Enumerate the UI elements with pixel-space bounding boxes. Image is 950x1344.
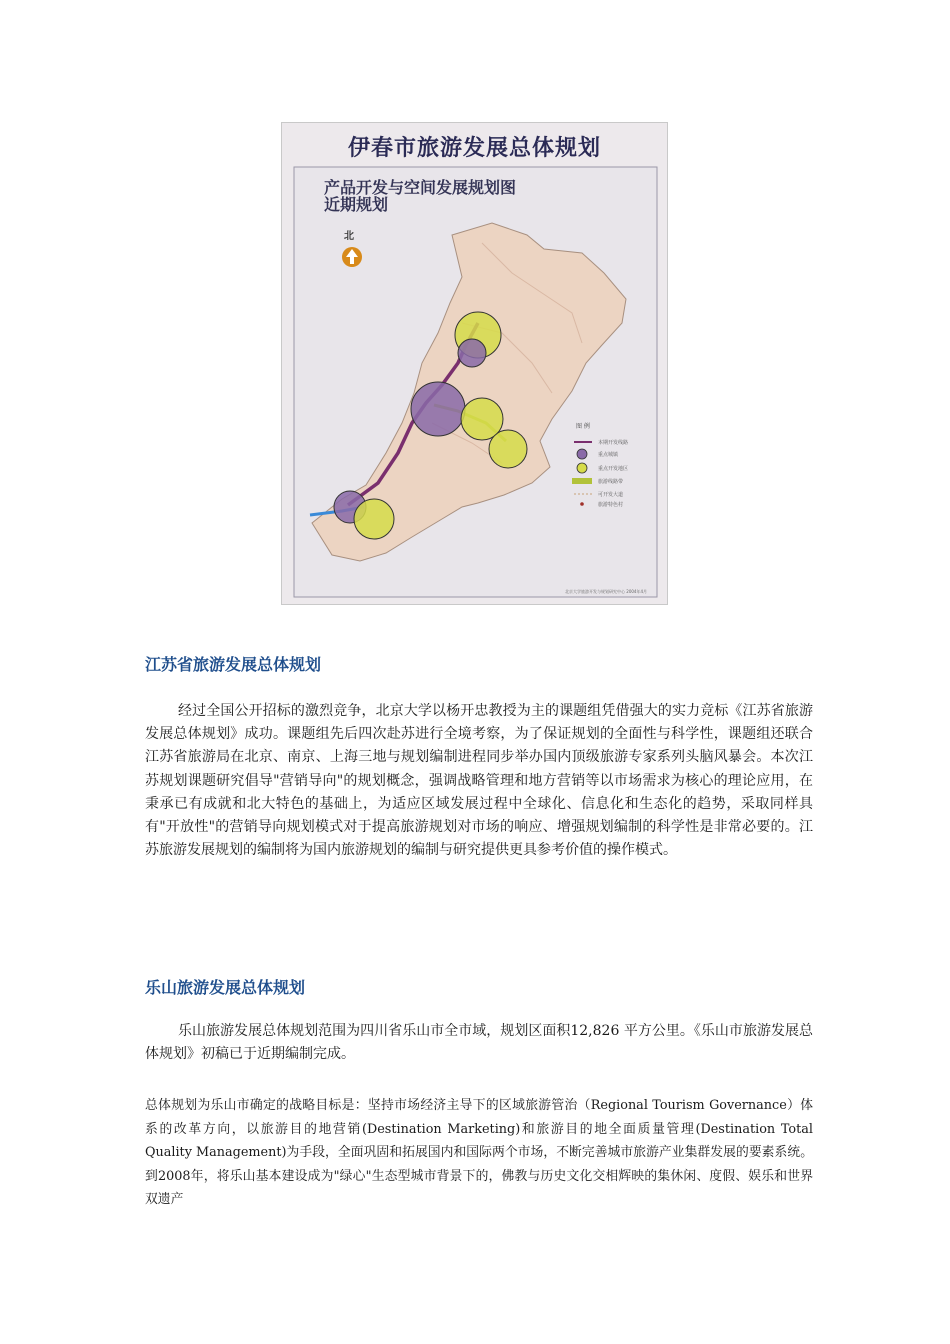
north-label: 北 (344, 231, 354, 242)
paragraph-leshan-strategy: 总体规划为乐山市确定的战略目标是：坚持市场经济主导下的区域旅游管治（Regional Tourism Governance）体系的改革方向，以旅游目的地营销(Destination Marketing)和旅游目的地全面质量管理(Destination Total Quality Management)为手段，全面巩固和拓展国内和国际两个市场，不断完善城市旅游产业集群发展的要素系统。到2008年，将乐山基本建设成为"绿心"生态型城市背景下的，佛教与历史文化交相辉映的集休闲、度假、娱乐和世界双遗产 (145, 1098, 813, 1208)
legend-item: 重点城镇 (598, 452, 619, 458)
node-circle (458, 339, 486, 367)
node-circle (411, 382, 465, 436)
map-subtitle (324, 179, 516, 213)
paragraph-jiangsu: 经过全国公开招标的激烈竞争，北京大学以杨开忠教授为主的课题组凭借强大的实力竞标《江苏省旅游发展总体规划》成功。课题组先后四次赴苏进行全境考察，为了保证规划的全面性与科学性，课题组还联合江苏省旅游局在北京、南京、上海三地与规划编制进程同步举办国内顶级旅游专家系列头脑风暴会。本次江苏规划课题研究倡导"营销导向"的规划概念，强调战略管理和地方营销等以市场需求为核心的理论应用，在秉承已有成就和北大特色的基础上，为适应区域发展过程中全球化、信息化和生态化的趋势，采取同样具有"开放性"的营销导向规划模式对于提高旅游规划对市场的响应、增强规划编制的科学性是非常必要的。江苏旅游发展规划的编制将为国内旅游规划的编制与研究提供更具参考价值的操作模式。 (145, 703, 813, 859)
map-image (281, 122, 668, 605)
map-credit: 北京大学旅游开发与规划研究中心 2004年4月 (565, 589, 647, 594)
legend-item: 旅游线路带 (598, 479, 624, 485)
section-heading-jiangsu: 江苏省旅游发展总体规划 (145, 655, 322, 674)
zone-circle (354, 499, 394, 539)
map-title: 伊春市旅游发展总体规划 (347, 136, 601, 161)
legend-item: 可开发大道 (598, 492, 624, 498)
paragraph-leshan-intro: 乐山旅游发展总体规划范围为四川省乐山市全市域，规划区面积12,826 平方公里。《乐山市旅游发展总体规划》初稿已于近期编制完成。 (145, 1023, 813, 1063)
section-heading-leshan: 乐山旅游发展总体规划 (145, 978, 306, 997)
zone-circle (489, 430, 527, 468)
map-subtitle-line1: 产品开发与空间发展规划图 (324, 178, 517, 197)
legend-item: 本期开发线路 (598, 440, 629, 446)
legend-item: 重点开发地区 (598, 466, 629, 472)
map-subtitle-line2: 近期规划 (324, 195, 389, 214)
legend-title: 图 例 (576, 423, 590, 430)
legend-item: 旅游特色村 (598, 502, 624, 508)
